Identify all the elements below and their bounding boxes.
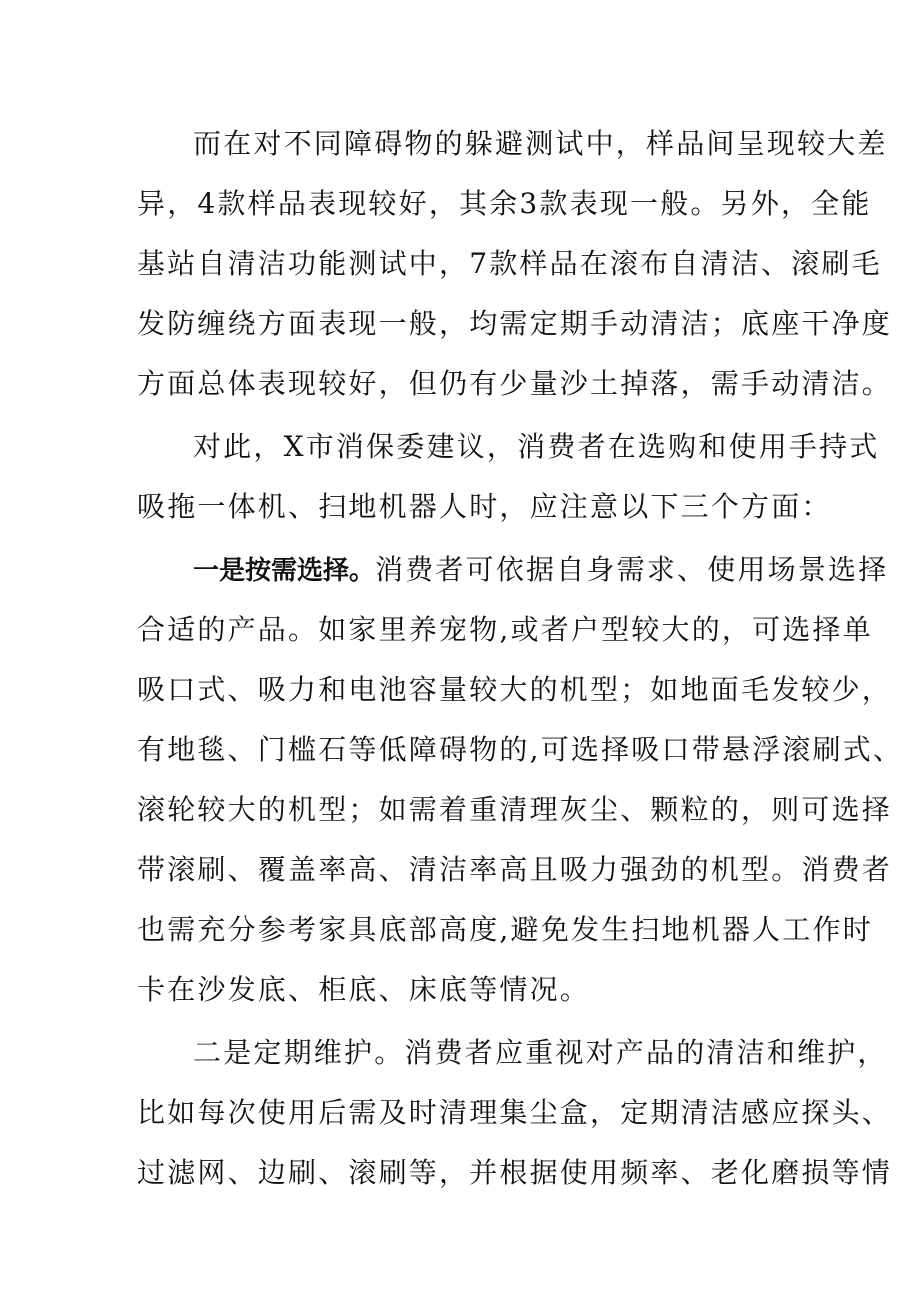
text-line: 二是定期维护。消费者应重视对产品的清洁和维护，	[193, 1036, 888, 1069]
text-line: 吸拖一体机、扫地机器人时，应注意以下三个方面：	[137, 490, 832, 523]
text-line: 异，4款样品表现较好，其余3款表现一般。另外，全能	[137, 187, 872, 220]
text-line: 带滚刷、覆盖率高、清洁率高且吸力强劲的机型。消费者	[137, 853, 893, 886]
text-line: 对此，X市消保委建议，消费者在选购和使用手持式	[193, 430, 880, 463]
text-run: 消费者可依据自身需求、使用场景选择	[375, 553, 889, 586]
text-line: 方面总体表现较好，但仍有少量沙土掉落，需手动清洁。	[137, 367, 893, 400]
text-line	[193, 541, 889, 599]
text-line: 也需充分参考家具底部高度,避免发生扫地机器人工作时	[137, 913, 873, 946]
text-line: 比如每次使用后需及时清理集尘盒，定期清洁感应探头、	[137, 1096, 893, 1129]
text-line: 滚轮较大的机型；如需着重清理灰尘、颗粒的，则可选择	[137, 793, 893, 826]
text-line: 基站自清洁功能测试中，7款样品在滚布自清洁、滚刷毛	[137, 247, 882, 280]
text-line: 合适的产品。如家里养宠物,或者户型较大的，可选择单	[137, 613, 873, 646]
text-line: 过滤网、边刷、滚刷等，并根据使用频率、老化磨损等情	[137, 1156, 893, 1189]
paragraph-lead-heading: 一是按需选择。	[193, 556, 376, 586]
text-line: 有地毯、门槛石等低障碍物的,可选择吸口带悬浮滚刷式、	[137, 733, 904, 766]
text-line: 卡在沙发底、柜底、床底等情况。	[137, 973, 591, 1006]
text-line: 而在对不同障碍物的躲避测试中，样品间呈现较大差	[193, 127, 888, 160]
text-line: 发防缠绕方面表现一般，均需定期手动清洁；底座干净度	[137, 307, 893, 340]
text-line: 吸口式、吸力和电池容量较大的机型；如地面毛发较少，	[137, 673, 893, 706]
